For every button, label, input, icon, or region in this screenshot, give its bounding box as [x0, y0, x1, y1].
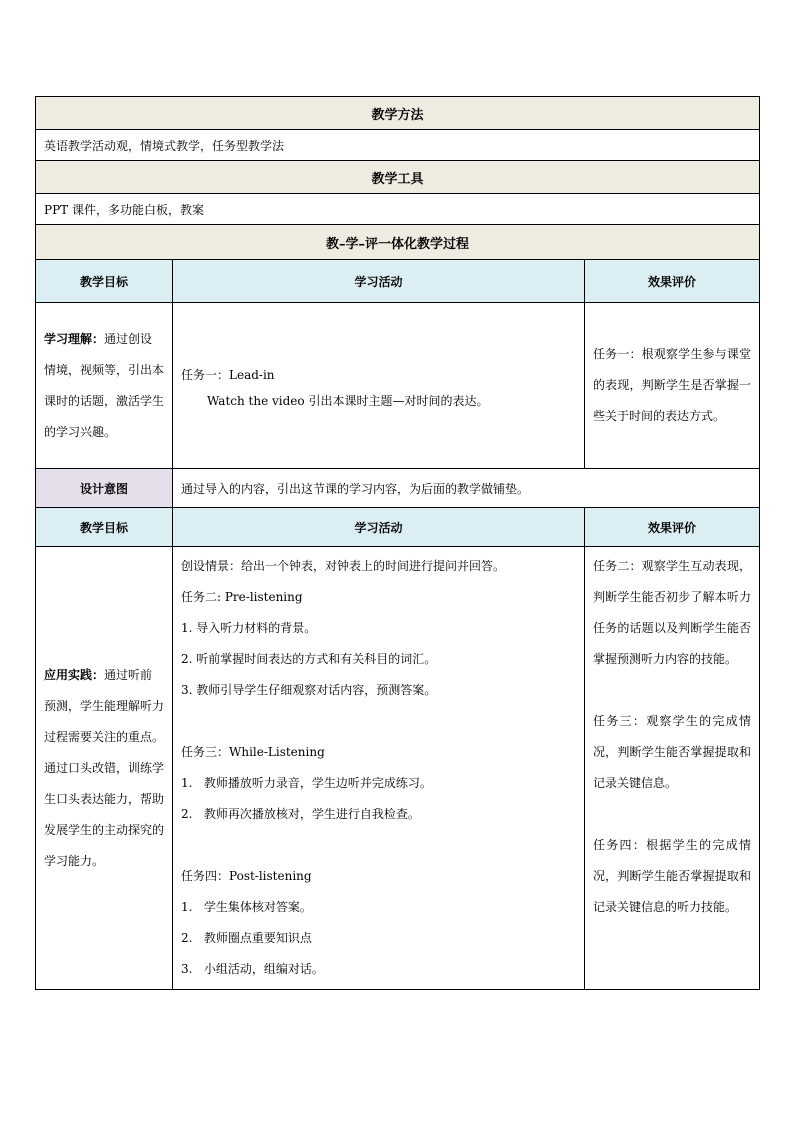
task2-item: 1. 导入听力材料的背景。: [181, 621, 317, 635]
evaluation-header: 效果评价: [585, 260, 760, 303]
block2-goal: [36, 547, 173, 990]
tools-title-row: [36, 161, 760, 194]
column-header-row-2: [36, 508, 760, 547]
task2-title: 任务二: Pre-listening: [181, 590, 303, 604]
task3-item: 1. 教师播放听力录音，学生边听并完成练习。: [181, 776, 432, 790]
lesson-plan-table: [35, 96, 760, 990]
block2-goal-text: 通过听前预测，学生能理解听力过程需要关注的重点。通过口头改错，训练学生口头表达能力，帮助发展学生的主动探究的学习能力。: [44, 667, 165, 868]
evaluation-header-2: 效果评价: [585, 508, 760, 547]
block2-evaluation: [585, 547, 760, 990]
block1-task-title: 任务一：Lead-in: [181, 368, 275, 382]
block2-row: [36, 547, 760, 990]
task4-item: 1. 学生集体核对答案。: [181, 900, 312, 914]
process-title-row: [36, 225, 760, 260]
methods-title-row: [36, 97, 760, 130]
activity-header-2: 学习活动: [173, 508, 585, 547]
block2-activity: [173, 547, 585, 990]
methods-title: 教学方法: [36, 97, 760, 130]
task4-item: 2. 教师圈点重要知识点: [181, 931, 312, 945]
tools-content-row: [36, 194, 760, 225]
design-row: [36, 469, 760, 508]
tools-title: 教学工具: [36, 161, 760, 194]
methods-content: 英语教学活动观，情境式教学，任务型教学法: [36, 130, 760, 161]
design-label: 设计意图: [36, 469, 173, 508]
block1-evaluation: 任务一：根观察学生参与课堂的表现，判断学生是否掌握一些关于时间的表达方式。: [585, 303, 760, 469]
block1-activity: [173, 303, 585, 469]
block1-goal-label: 学习理解：: [44, 331, 105, 346]
block2-goal-label: 应用实践：: [44, 667, 105, 682]
task4-title: 任务四：Post-listening: [181, 869, 312, 883]
task3-item: 2. 教师再次播放核对，学生进行自我检查。: [181, 807, 420, 821]
block1-row: [36, 303, 760, 469]
block1-goal-text: 通过创设情境，视频等，引出本课时的话题，激活学生的学习兴趣。: [44, 331, 165, 439]
task2-item: 2. 听前掌握时间表达的方式和有关科目的词汇。: [181, 652, 437, 666]
methods-content-row: [36, 130, 760, 161]
tools-content: PPT 课件，多功能白板，教案: [36, 194, 760, 225]
task4-item: 3. 小组活动，组编对话。: [181, 962, 324, 976]
design-text: 通过导入的内容，引出这节课的学习内容，为后面的教学做铺垫。: [173, 469, 760, 508]
block2-intro: 创设情景：给出一个钟表，对钟表上的时间进行提问并回答。: [181, 559, 506, 573]
goal-header: 教学目标: [36, 260, 173, 303]
goal-header-2: 教学目标: [36, 508, 173, 547]
column-header-row: [36, 260, 760, 303]
task4-evaluation: 任务四：根据学生的完成情况，判断学生能否掌握提取和记录关键信息的听力技能。: [593, 838, 751, 914]
activity-header: 学习活动: [173, 260, 585, 303]
task2-item: 3. 教师引导学生仔细观察对话内容，预测答案。: [181, 683, 437, 697]
task2-evaluation: 任务二：观察学生互动表现，判断学生能否初步了解本听力任务的话题以及判断学生能否掌握预测听力内容的技能。: [593, 559, 751, 666]
process-title: 教–学–评一体化教学过程: [36, 225, 760, 260]
task3-evaluation: 任务三：观察学生的完成情况，判断学生能否掌握提取和记录关键信息。: [593, 714, 751, 790]
block1-task-line: Watch the video 引出本课时主题—对时间的表达。: [207, 394, 489, 408]
task3-title: 任务三：While-Listening: [181, 745, 325, 759]
block1-goal: [36, 303, 173, 469]
